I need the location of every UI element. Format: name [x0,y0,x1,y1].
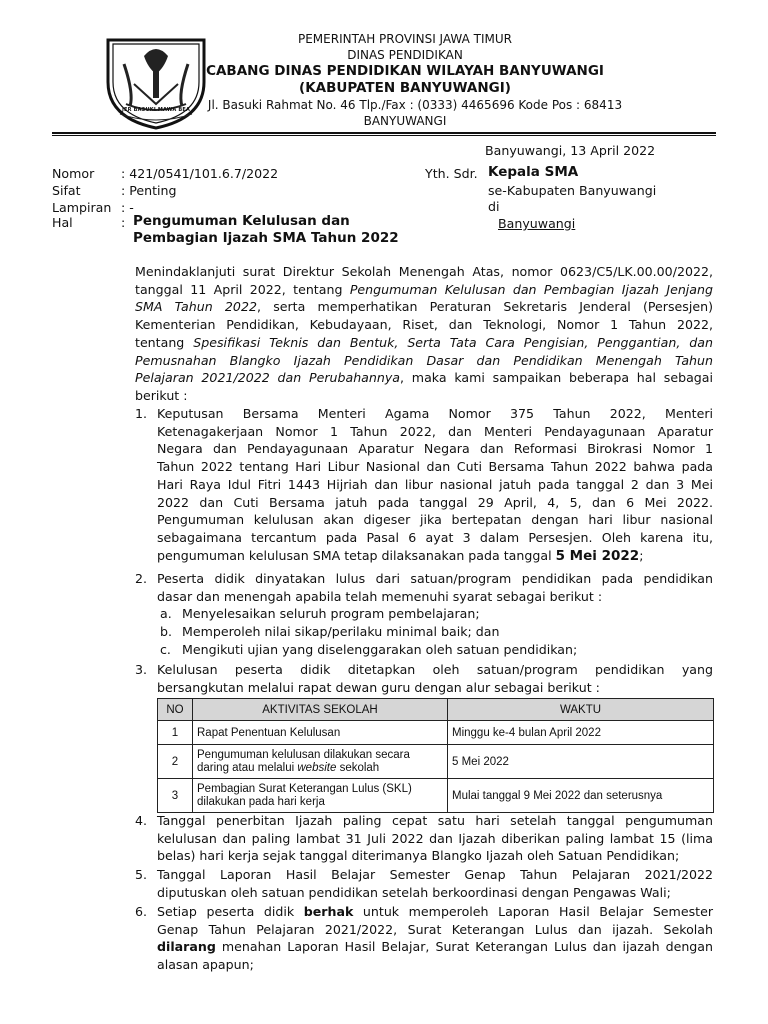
item-1-line-last: pengumuman kelulusan SMA tetap dilaksanakan pada tanggal 5 Mei 2022; [157,547,644,564]
row-activity: Pembagian Surat Keterangan Lulus (SKL) dilakukan pada hari kerja [193,779,448,813]
row-activity: Pengumuman kelulusan dilakukan secara daring atau melalui website sekolah [193,745,448,779]
row-time: Mulai tanggal 9 Mei 2022 dan seterusnya [448,779,714,813]
sub-b-mark: b. [160,624,172,639]
sub-c-text: Mengikuti ujian yang diselenggarakan oleh satuan pendidikan; [182,642,578,657]
item-1-line: Tahun 2022 tentang Hari Libur Nasional dan Cuti Bersama Tahun 2022 bahwa pada [157,459,713,475]
item-5-text [157,866,713,901]
hal-line-2: Pembagian Ijazah SMA Tahun 2022 [133,230,399,246]
sub-c-mark: c. [160,642,171,657]
hal-label: Hal [52,215,73,230]
item-4-number: 4. [135,813,148,828]
col-activity-header: AKTIVITAS SEKOLAH [193,699,448,721]
nomor-label: Nomor [52,166,95,181]
col-no-header: NO [158,699,193,721]
intro-line-7: Pelajaran 2021/2022 dan Perubahannya, maka kami sampaikan beberapa hal sebagai [135,370,713,386]
item-6-line-1: Setiap peserta didik berhak untuk memperoleh Laporan Hasil Belajar Semester [157,904,713,919]
item-5-number: 5. [135,867,148,882]
emblem-motto: JER BASUKI MAWA BEA [121,107,191,113]
hal-colon: : [121,215,126,230]
row-no: 3 [158,779,193,813]
table-row [158,721,714,745]
sifat-value: : Penting [121,183,177,198]
item-1-number: 1. [135,406,148,421]
sub-a-text: Menyelesaikan seluruh program pembelajaran; [182,606,480,621]
row-no: 1 [158,721,193,745]
table-row [158,779,714,813]
item-2-number: 2. [135,571,148,586]
intro-line-5: tentang Spesifikasi Teknis dan Bentuk, Serta Tata Cara Pengisian, Penggantian, dan [135,334,713,350]
item-1-line: sebagaimana tercantum pada Pasal 6 ayat 3 dalam Persesjen. Oleh karena itu, [157,529,713,545]
intro-line-2: tanggal 11 April 2022, tentang Pengumuman Kelulusan dan Pembagian Ijazah Jenjang [135,281,713,297]
item-3-number: 3. [135,662,148,677]
item-6-line-4: alasan apapun; [157,957,254,973]
province-emblem [104,34,208,130]
item-5-line-2: diputuskan oleh satuan pendidikan setelah berkoordinasi dengan Pengawas Wali; [157,884,671,900]
schedule-table [157,698,714,813]
item-4-line-1: Tanggal penerbitan Ijazah paling cepat satu hari setelah tanggal pengumuman [157,813,713,828]
lampiran-label: Lampiran [52,200,112,215]
row-activity: Rapat Penentuan Kelulusan [193,721,448,745]
item-4-text [157,812,713,865]
item-6-text [157,903,713,974]
sifat-label: Sifat [52,183,81,198]
row-time: Minggu ke-4 bulan April 2022 [448,721,714,745]
item-1-line: Hari Raya Idul Fitri 1443 Hijriah dan libur nasional jatuh pada tanggal 2 dan 3 Mei [157,476,713,492]
item-3-line-2: bersangkutan melalui rapat dewan guru dengan alur sebagai berikut : [157,679,600,695]
intro-line-1: Menindaklanjuti surat Direktur Sekolah Menengah Atas, nomor 0623/C5/LK.00.00/2022, [135,264,713,279]
lampiran-value: : - [121,200,134,215]
row-no: 2 [158,745,193,779]
kop-address: Jl. Basuki Rahmat No. 46 Tlp./Fax : (0333) 4465696 Kode Pos : 68413 [207,98,623,112]
emblem-icon [104,34,208,130]
recipient-di: di [488,199,500,214]
letter-date: Banyuwangi, 13 April 2022 [485,143,656,158]
item-3-line-1: Kelulusan peserta didik ditetapkan oleh satuan/program pendidikan yang [157,662,713,677]
item-1-line: Pengumuman kelulusan akan digeser jika bertepatan dengan hari libur nasional [157,512,713,528]
item-1-line: Negara dan Pendayagunaan Aparatur Negara dan Reformasi Birokrasi Nomor 1 [157,441,713,457]
item-5-line-1: Tanggal Laporan Hasil Belajar Semester Genap Tahun Pelajaran 2021/2022 [157,867,713,882]
recipient-salutation: Yth. Sdr. [425,166,478,181]
item-1-line: 2022 dan Cuti Bersama jatuh pada tanggal 29 April, 4, 5, dan 6 Mei 2022. [157,494,713,510]
sub-a-mark: a. [160,606,172,621]
table-header-row [158,699,714,721]
intro-line-4: Kementerian Pendidikan, Kebudayaan, Riset, dan Teknologi, Nomor 1 Tahun 2022, [135,317,713,333]
recipient-area: se-Kabupaten Banyuwangi [488,183,657,198]
item-1-text [157,405,713,565]
intro-line-6: Pemusnahan Blangko Ijazah Pendidikan Dasar dan Pendidikan Menengah Tahun [135,352,713,368]
item-6-number: 6. [135,904,148,919]
announcement-date: 5 Mei 2022 [555,547,640,564]
item-6-line-3: dilarang menahan Laporan Hasil Belajar, Surat Keterangan Lulus dan ijazah dengan [157,939,713,955]
table-row [158,745,714,779]
kop-government: PEMERINTAH PROVINSI JAWA TIMUR [297,32,512,46]
recipient-city: Banyuwangi [498,216,576,231]
item-4-line-2: kelulusan dan paling lambat 31 Juli 2022 dan Ijazah diberikan paling lambat 15 (lima [157,830,713,846]
row-time: 5 Mei 2022 [448,745,714,779]
item-2-line-2: dasar dan menengah apabila telah memenuhi syarat sebagai berikut : [157,588,603,604]
letterhead-rule [52,132,716,136]
recipient-name: Kepala SMA [488,164,579,180]
intro-paragraph [135,263,713,405]
intro-line-3: SMA Tahun 2022, serta memperhatikan Peraturan Sekretaris Jenderal (Persesjen) [135,299,713,315]
kop-city: BANYUWANGI [363,114,447,128]
intro-line-8: berikut : [135,387,188,403]
item-4-line-3: belas) hari kerja sejak tanggal diterimanya Blangko Ijazah oleh Satuan Pendidikan; [157,848,680,864]
nomor-value: : 421/0541/101.6.7/2022 [121,166,279,181]
sub-b-text: Memperoleh nilai sikap/perilaku minimal baik; dan [182,624,500,639]
kop-branch-office: CABANG DINAS PENDIDIKAN WILAYAH BANYUWANGI [206,63,604,79]
kop-agency: DINAS PENDIDIKAN [347,48,463,62]
kop-regency: (KABUPATEN BANYUWANGI) [299,80,511,96]
item-1-line: Ketenagakerjaan Nomor 1 Tahun 2022, dan Menteri Pendayagunaan Aparatur [157,423,713,439]
item-1-line: Keputusan Bersama Menteri Agama Nomor 375 Tahun 2022, Menteri [157,406,713,421]
item-2-line-1: Peserta didik dinyatakan lulus dari satuan/program pendidikan pada pendidikan [157,571,713,586]
item-3-text [157,661,713,696]
hal-line-1: Pengumuman Kelulusan dan [133,213,350,229]
item-2-text [157,570,713,605]
col-time-header: WAKTU [448,699,714,721]
item-6-line-2: Genap Tahun Pelajaran 2021/2022, Surat Keterangan Lulus dan ijazah. Sekolah [157,921,713,937]
